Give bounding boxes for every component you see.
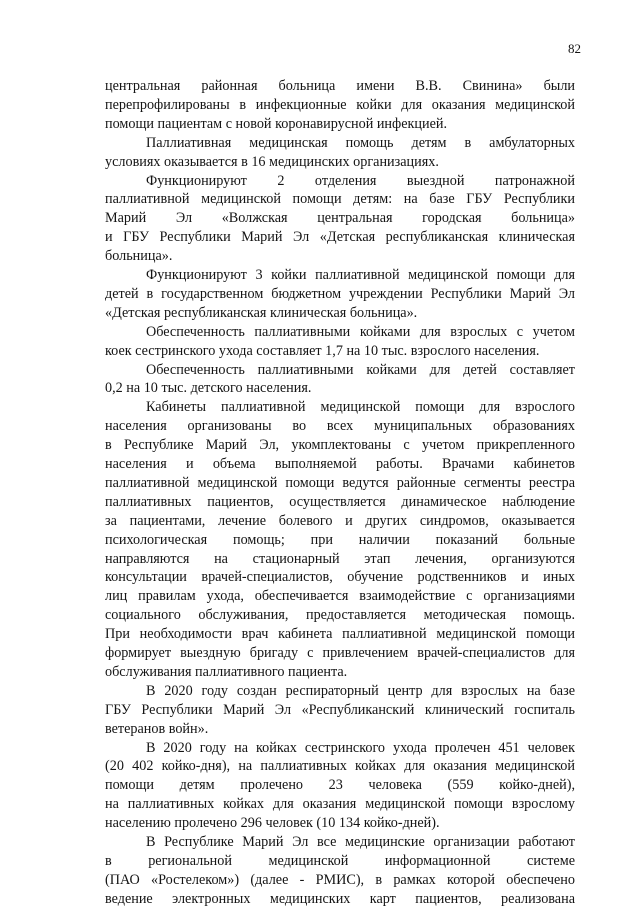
text-line: ГБУ Республики Марий Эл «Республиканский клинический госпиталь <box>105 701 575 718</box>
text-line: детей в государственном бюджетном учреждении Республики Марий Эл <box>105 285 575 302</box>
text-line: лиц правилам ухода, обеспечивается взаимодействие с организациями <box>105 588 575 605</box>
text-line: в Республике Марий Эл, укомплектованы с учетом прикрепленного <box>105 437 575 454</box>
text-line: (20 402 койко-дня), на паллиативных койках для оказания медицинской <box>105 758 575 775</box>
text-line: населению пролечено 296 человек (10 134 койко-дней). <box>105 815 440 832</box>
text-line: В 2020 году на койках сестринского ухода пролечен 451 человек <box>146 739 575 756</box>
text-line: населения организованы во всех муниципальных образованиях <box>105 418 575 435</box>
text-line: паллиативной медицинской помощи детям: на базе ГБУ Республики <box>105 191 575 208</box>
text-line: Кабинеты паллиативной медицинской помощи для взрослого <box>146 399 575 416</box>
text-line: (ПАО «Ростелеком») (далее - РМИС), в рамках которой обеспечено <box>105 871 575 888</box>
text-line: помощи пациентам с новой коронавирусной инфекцией. <box>105 115 448 132</box>
text-line: Паллиативная медицинская помощь детям в амбулаторных <box>146 134 575 151</box>
text-line: паллиативных пациентов, осуществляется динамическое наблюдение <box>105 493 575 510</box>
page-number: 82 <box>568 41 581 56</box>
text-line: центральная районная больница имени В.В. Свинина» были <box>105 78 575 94</box>
text-line: больница». <box>105 248 173 265</box>
text-line: паллиативной медицинской помощи ведутся районные сегменты реестра <box>105 474 575 491</box>
text-line: обслуживания паллиативного пациента. <box>105 663 348 680</box>
text-line: В 2020 году создан респираторный центр для взрослых на базе <box>146 682 575 699</box>
text-line: на паллиативных койках для оказания медицинской помощи взрослому <box>105 796 575 813</box>
text-line: ветеранов войн». <box>105 720 209 737</box>
text-line: условиях оказывается в 16 медицинских организациях. <box>105 153 439 170</box>
text-line: за пациентами, лечение болевого и других синдромов, оказывается <box>105 512 575 529</box>
text-line: Функционируют 3 койки паллиативной медицинской помощи для <box>146 267 575 283</box>
text-line: При необходимости врач кабинета паллиативной медицинской помощи <box>105 626 575 643</box>
text-line: в региональной медицинской информационной системе <box>105 852 575 869</box>
text-line: психологическая помощь; при наличии показаний больные <box>105 531 575 548</box>
text-line: коек сестринского ухода составляет 1,7 на 10 тыс. взрослого населения. <box>105 342 540 359</box>
text-line: населения и объема выполняемой работы. Врачами кабинетов <box>105 456 575 472</box>
text-line: Обеспеченность паллиативными койками для детей составляет <box>146 361 575 378</box>
text-line: 0,2 на 10 тыс. детского населения. <box>105 380 312 397</box>
text-line: помощи детям пролечено 23 человека (559 койко-дней), <box>105 777 575 794</box>
text-line: В Республике Марий Эл все медицинские организации работают <box>146 834 575 850</box>
text-line: и ГБУ Республики Марий Эл «Детская республиканская клиническая <box>105 229 575 246</box>
text-line: Марий Эл «Волжская центральная городская больница» <box>105 210 575 227</box>
text-line: формирует выездную бригаду с привлечением врачей-специалистов для <box>105 645 575 661</box>
text-line: Обеспеченность паллиативными койками для взрослых с учетом <box>146 323 575 340</box>
text-line: Функционируют 2 отделения выездной патронажной <box>146 172 575 189</box>
text-line: ведение электронных медицинских карт пациентов, реализована <box>105 890 575 907</box>
text-line: социального обслуживания, предоставляется методическая помощь. <box>105 607 575 624</box>
text-line: перепрофилированы в инфекционные койки для оказания медицинской <box>105 96 575 113</box>
text-line: консультации врачей-специалистов, обучение родственников и иных <box>105 569 575 586</box>
text-line: направляются на стационарный этап лечения, организуются <box>105 550 575 567</box>
text-line: «Детская республиканская клиническая больница». <box>105 304 418 321</box>
